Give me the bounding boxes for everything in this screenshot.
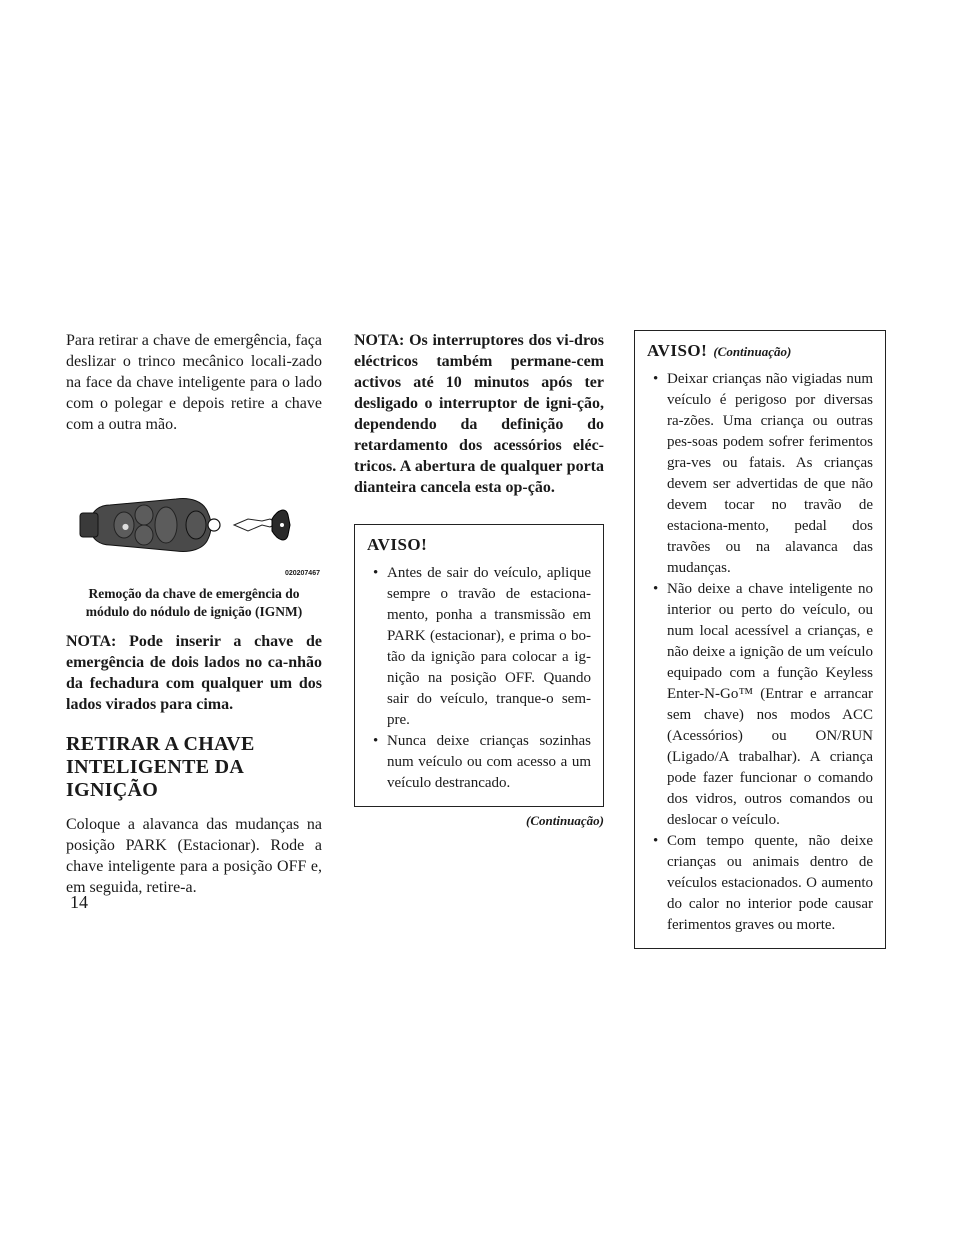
remove-key-paragraph: Coloque a alavanca das mudanças na posição PARK (Estacionar). Rode a chave inteligente para a posição OFF e, em seguida, retire-a. <box>66 816 322 896</box>
warning-title-text: AVISO! <box>647 341 708 360</box>
warning-list-continued <box>647 369 873 936</box>
warning-title: AVISO! <box>367 535 428 554</box>
figure-id: 020207467 <box>284 570 320 577</box>
heading-line-2: INTELIGENTE DA IGNIÇÃO <box>66 756 244 801</box>
warning-item: • Antes de sair do veículo, aplique sempre o travão de estaciona-mento, ponha a transmissão em PARK (estacionar), e prima o bo-tão da ignição para colocar a ig-nição na posição OFF. Quando sair do veículo, tranque-o sem-pre. <box>367 563 591 731</box>
middle-column <box>354 330 604 829</box>
right-column <box>634 330 886 949</box>
section-heading <box>66 733 322 802</box>
warning-title-continued <box>647 341 873 361</box>
key-fob-illustration <box>66 469 322 579</box>
warning-item: • Nunca deixe crianças sozinhas num veículo ou com acesso a um veículo destrancado. <box>367 731 591 794</box>
warning-subtitle: (Continuação) <box>713 344 792 359</box>
note-power-windows: NOTA: Os interruptores dos vi-dros eléctricos também permane-cem activos até 10 minutos após ter desligado o interruptor de igni-ção, dependendo da definição do retardamento dos acessórios eléc-tricos. A abertura de qualquer porta dianteira cancela esta op-ção. <box>354 332 604 496</box>
page-number: 14 <box>70 892 88 912</box>
figure-caption: Remoção da chave de emergência do módulo do nódulo de ignição (IGNM) <box>85 586 303 619</box>
key-fob-figure <box>66 469 322 579</box>
svg-text:●: ● <box>122 522 129 531</box>
note-emergency-key: NOTA: Pode inserir a chave de emergência de dois lados no ca-nhão da fechadura com qualquer um dos lados virados para cima. <box>66 633 322 713</box>
heading-line-1: RETIRAR A CHAVE <box>66 733 255 755</box>
warning-item: • Não deixe a chave inteligente no interior ou perto do veículo, ou num local acessível a crianças, e não deixe a ignição de um veículo equipado com a função Keyless Enter-N-Go™ (Entrar e arrancar sem chave) nos modos ACC (Acessórios) ou ON/RUN (Ligado/A trabalhar). A criança pode fazer funcionar o comando dos vidros, outros comandos ou deslocar o veículo. <box>647 579 873 831</box>
left-column <box>66 330 322 898</box>
warning-box <box>354 524 604 807</box>
warning-item: • Deixar crianças não vigiadas num veículo é perigoso por diversas ra-zões. Uma criança ou outras pes-soas podem sofrer ferimentos gra-ves ou fatais. As crianças devem ser advertidas de que não devem tocar no travão de estaciona-mento, pedal dos travões ou na alavanca das mudanças. <box>647 369 873 579</box>
emergency-key-paragraph: Para retirar a chave de emergência, faça deslizar o trinco mecânico locali-zado na face da chave inteligente para o lado com o polegar e depois retire a chave com a outra mão. <box>66 332 322 433</box>
warning-list <box>367 563 591 794</box>
warning-box-continued <box>634 330 886 949</box>
continued-label: (Continuação) <box>525 813 604 828</box>
warning-item: • Com tempo quente, não deixe crianças ou animais dentro de veículos estacionados. O aumento do calor no interior pode causar ferimentos graves ou morte. <box>647 831 873 936</box>
